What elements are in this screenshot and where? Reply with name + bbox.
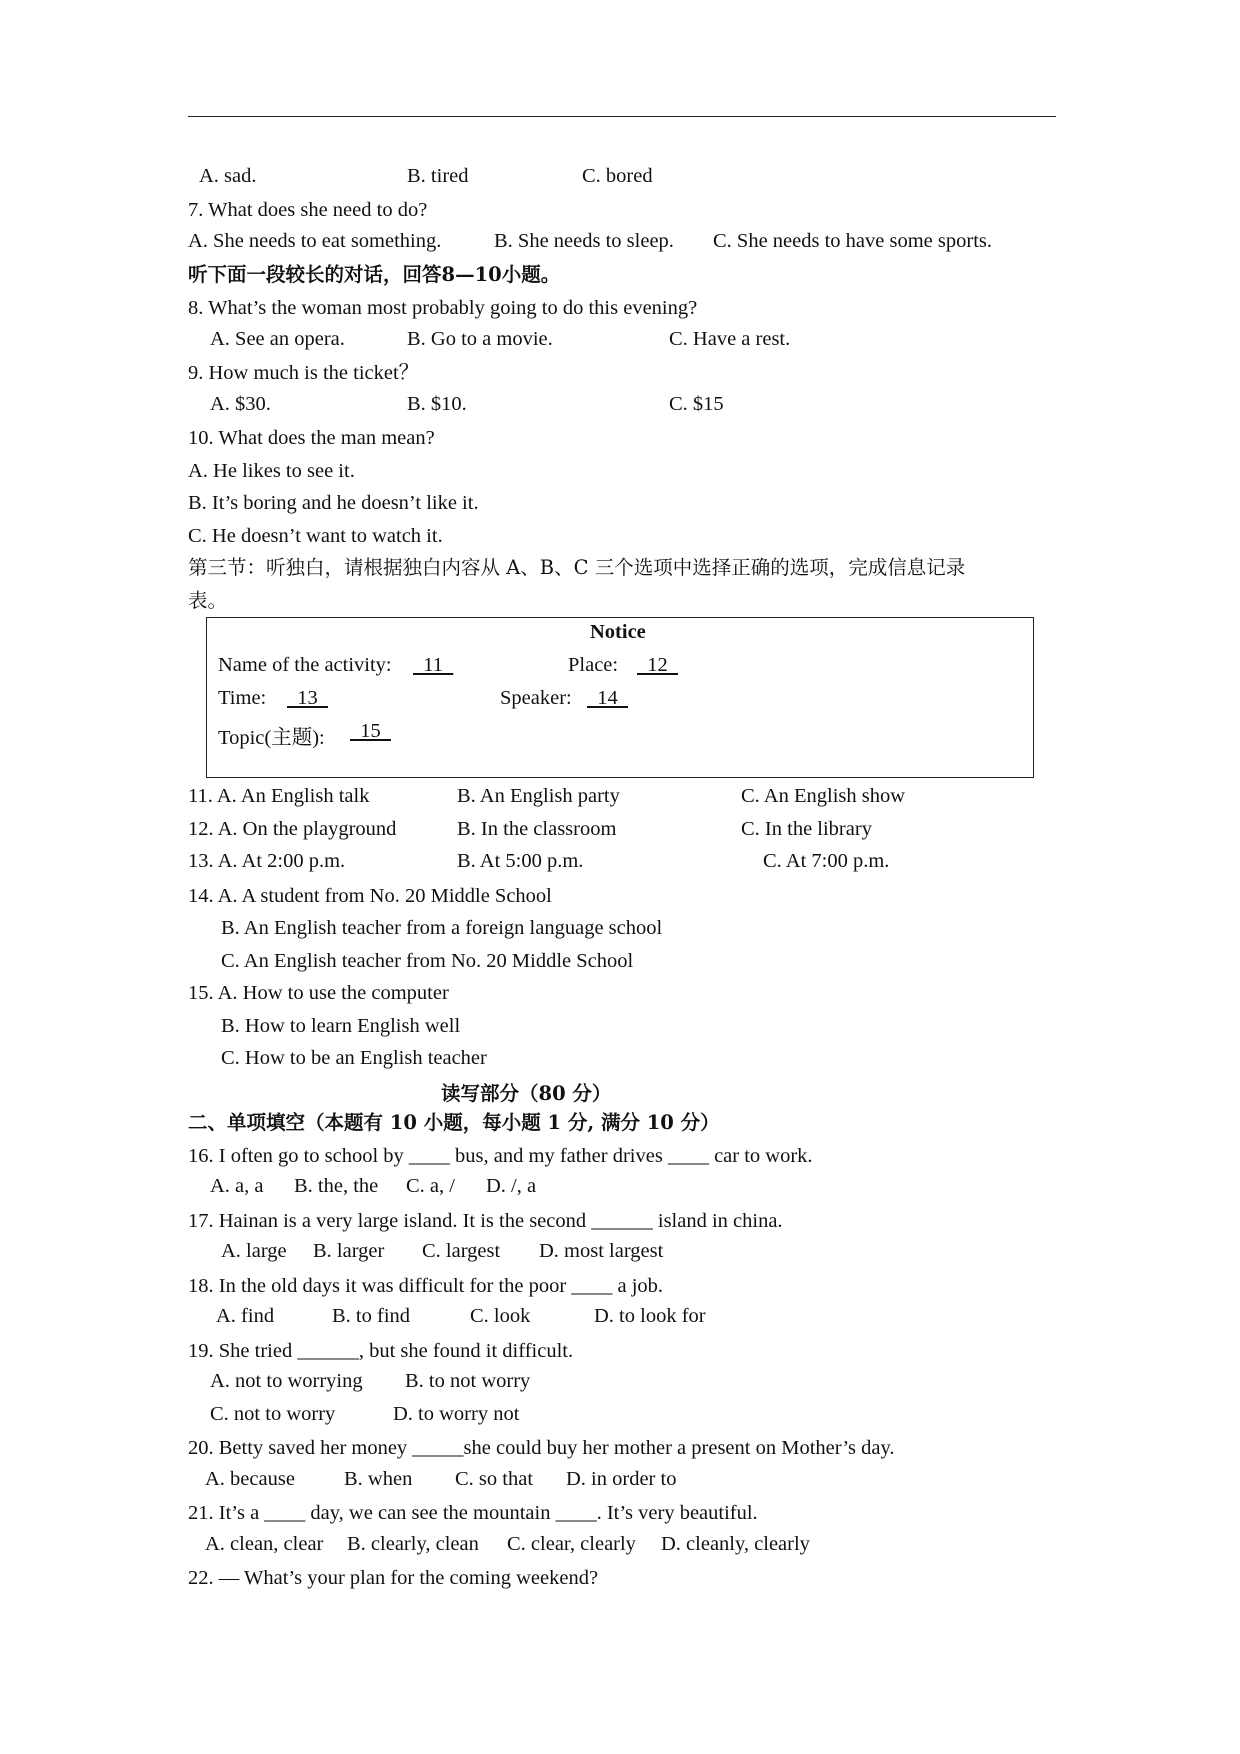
section-3-instructions: 第三节：听独白，请根据独白内容从 A、B、C 三个选项中选择正确的选项，完成信息记录 xyxy=(188,556,966,579)
notice-blank-11: 11 xyxy=(413,654,454,676)
q10-option-b: B. It’s boring and he doesn’t like it. xyxy=(188,492,479,514)
q10-question: 10. What does the man mean? xyxy=(188,427,435,449)
q16-option-b: B. the, the xyxy=(294,1175,379,1197)
q19-option-a: A. not to worrying xyxy=(210,1370,363,1392)
q7-option-a: A. She needs to eat something. xyxy=(188,230,442,252)
q19-option-b: B. to not worry xyxy=(405,1370,531,1392)
q21-option-b: B. clearly, clean xyxy=(347,1533,479,1555)
q15-option-b: B. How to learn English well xyxy=(221,1015,461,1037)
notice-speaker-label: Speaker: xyxy=(500,687,572,709)
q9-option-a: A. $30. xyxy=(210,393,271,415)
q6-option-b: B. tired xyxy=(407,165,469,187)
q7-question: 7. What does she need to do? xyxy=(188,199,428,221)
q10-option-c: C. He doesn’t want to watch it. xyxy=(188,525,443,547)
section-3-instructions-cont: 表。 xyxy=(188,589,228,612)
notice-name-label: Name of the activity: xyxy=(218,654,392,676)
notice-blank-12: 12 xyxy=(637,654,678,676)
q15-option-c: C. How to be an English teacher xyxy=(221,1047,487,1069)
section-heading-8-10: 听下面一段较长的对话，回答8—10小题。 xyxy=(188,263,561,286)
q20-option-d: D. in order to xyxy=(566,1468,677,1490)
q7-option-c: C. She needs to have some sports. xyxy=(713,230,992,252)
q14-option-a: 14. A. A student from No. 20 Middle School xyxy=(188,885,552,907)
q13-option-b: B. At 5:00 p.m. xyxy=(457,850,584,872)
header-rule xyxy=(188,116,1056,117)
q9-question: 9. How much is the ticket？ xyxy=(188,362,420,384)
notice-blank-14: 14 xyxy=(587,687,628,709)
q16-option-d: D. /, a xyxy=(486,1175,537,1197)
q20-option-c: C. so that xyxy=(455,1468,534,1490)
q12-option-b: B. In the classroom xyxy=(457,818,617,840)
q10-option-a: A. He likes to see it. xyxy=(188,460,355,482)
q17-option-c: C. largest xyxy=(422,1240,501,1262)
q16-option-c: C. a, / xyxy=(406,1175,455,1197)
q11-option-c: C. An English show xyxy=(741,785,906,807)
q14-option-c: C. An English teacher from No. 20 Middle School xyxy=(221,950,634,972)
q21-question: 21. It’s a ____ day, we can see the mountain ____. It’s very beautiful. xyxy=(188,1502,758,1524)
notice-topic-label: Topic(主题): xyxy=(218,727,325,749)
q13-option-a: 13. A. At 2:00 p.m. xyxy=(188,850,346,872)
q18-question: 18. In the old days it was difficult for the poor ____ a job. xyxy=(188,1275,664,1297)
q15-option-a: 15. A. How to use the computer xyxy=(188,982,449,1004)
q18-option-c: C. look xyxy=(470,1305,531,1327)
q8-option-a: A. See an opera. xyxy=(210,328,345,350)
q21-option-a: A. clean, clear xyxy=(205,1533,324,1555)
notice-time-label: Time: xyxy=(218,687,267,709)
part2-title: 读写部分（80 分） xyxy=(441,1082,612,1105)
q12-option-c: C. In the library xyxy=(741,818,872,840)
q19-option-d: D. to worry not xyxy=(393,1403,520,1425)
notice-blank-15: 15 xyxy=(350,720,391,742)
notice-blank-13: 13 xyxy=(287,687,328,709)
q17-option-b: B. larger xyxy=(313,1240,385,1262)
q19-question: 19. She tried ______, but she found it difficult. xyxy=(188,1340,574,1362)
notice-place-label: Place: xyxy=(568,654,619,676)
q21-option-c: C. clear, clearly xyxy=(507,1533,636,1555)
q9-option-c: C. $15 xyxy=(669,393,724,415)
q19-option-c: C. not to worry xyxy=(210,1403,336,1425)
q11-option-a: 11. A. An English talk xyxy=(188,785,370,807)
notice-title: Notice xyxy=(590,621,646,643)
q17-option-a: A. large xyxy=(221,1240,287,1262)
q9-option-b: B. $10. xyxy=(407,393,467,415)
q22-question: 22. — What’s your plan for the coming weekend? xyxy=(188,1567,599,1589)
q8-question: 8. What’s the woman most probably going to do this evening? xyxy=(188,297,698,319)
q7-option-b: B. She needs to sleep. xyxy=(494,230,674,252)
q17-question: 17. Hainan is a very large island. It is the second ______ island in china. xyxy=(188,1210,783,1232)
q21-option-d: D. cleanly, clearly xyxy=(661,1533,810,1555)
q16-question: 16. I often go to school by ____ bus, and my father drives ____ car to work. xyxy=(188,1145,813,1167)
q20-option-b: B. when xyxy=(344,1468,413,1490)
q14-option-b: B. An English teacher from a foreign language school xyxy=(221,917,663,939)
q20-option-a: A. because xyxy=(205,1468,295,1490)
q18-option-d: D. to look for xyxy=(594,1305,706,1327)
q8-option-c: C. Have a rest. xyxy=(669,328,791,350)
section-2-title: 二、单项填空（本题有 10 小题，每小题 1 分, 满分 10 分） xyxy=(188,1111,720,1134)
q11-option-b: B. An English party xyxy=(457,785,620,807)
q20-question: 20. Betty saved her money _____she could buy her mother a present on Mother’s day. xyxy=(188,1437,895,1459)
q6-option-a: A. sad. xyxy=(199,165,257,187)
q6-option-c: C. bored xyxy=(582,165,653,187)
q16-option-a: A. a, a xyxy=(210,1175,264,1197)
q18-option-b: B. to find xyxy=(332,1305,411,1327)
q17-option-d: D. most largest xyxy=(539,1240,664,1262)
q13-option-c: C. At 7:00 p.m. xyxy=(763,850,890,872)
q12-option-a: 12. A. On the playground xyxy=(188,818,397,840)
q18-option-a: A. find xyxy=(216,1305,275,1327)
q8-option-b: B. Go to a movie. xyxy=(407,328,553,350)
